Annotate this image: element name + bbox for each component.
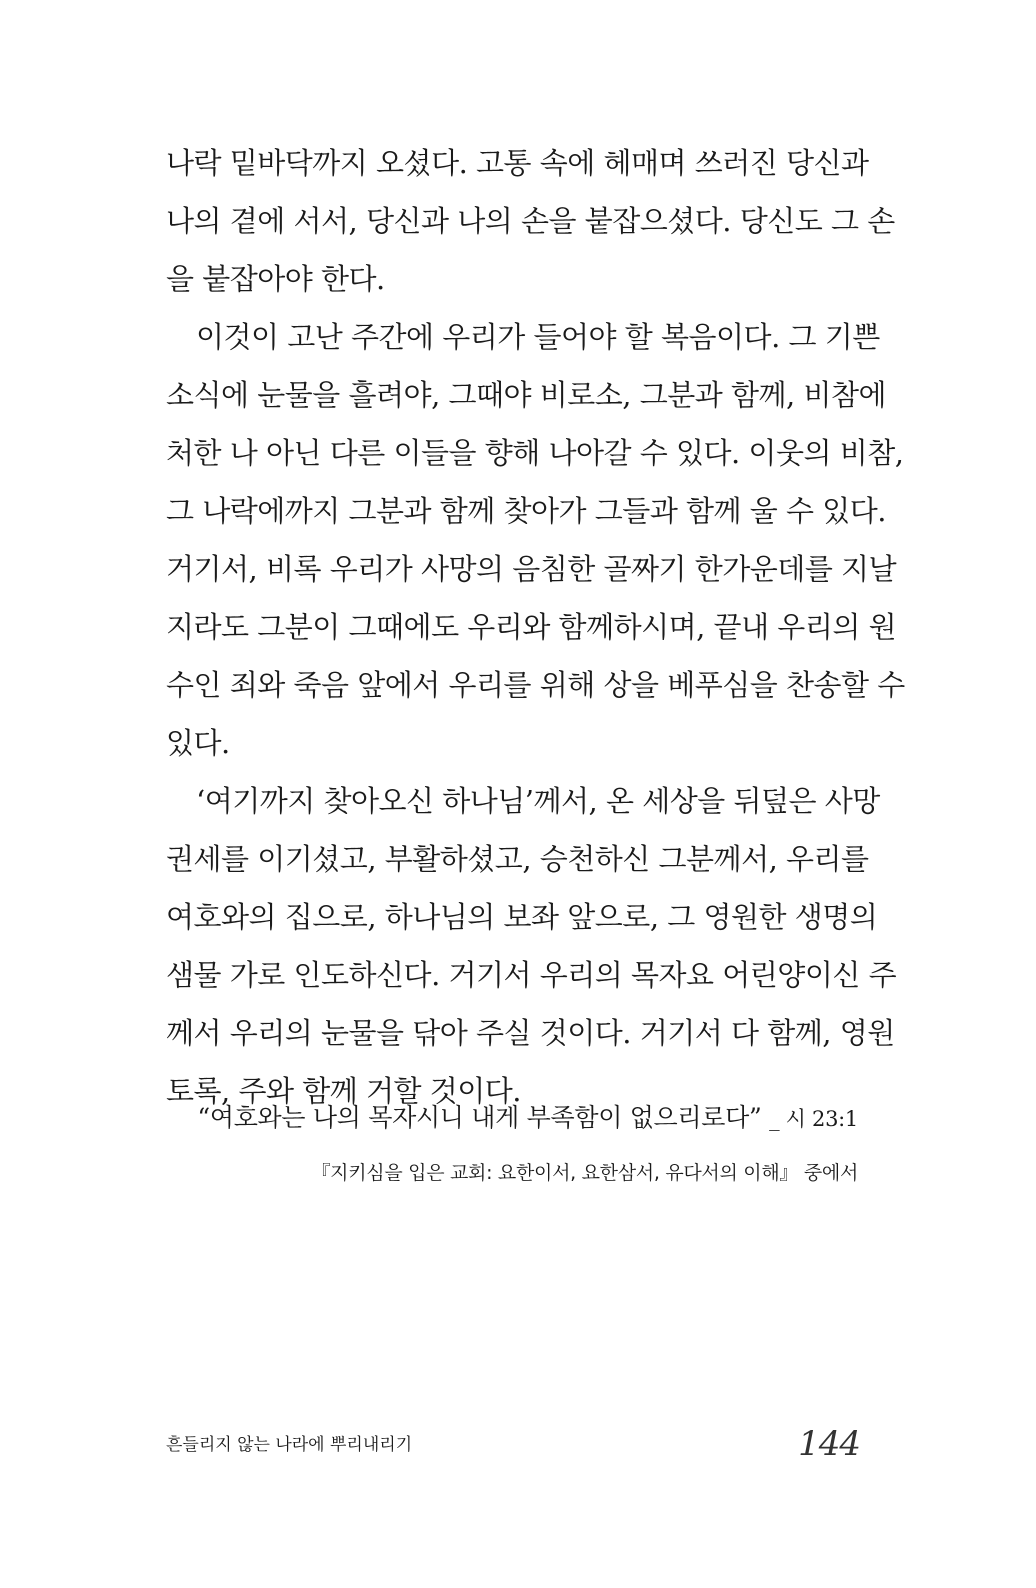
text-line: 여호와의 집으로, 하나님의 보좌 앞으로, 그 영원한 생명의: [166, 900, 878, 934]
text-line: 샘물 가로 인도하신다. 거기서 우리의 목자요 어린양이신 주: [166, 958, 897, 992]
text-line: 을 붙잡아야 한다.: [166, 262, 385, 296]
page-number: 144: [798, 1424, 860, 1464]
text-line: 나락 밑바닥까지 오셨다. 고통 속에 헤매며 쓰러진 당신과: [166, 146, 869, 180]
quote-reference: _ 시 23:1: [769, 1107, 858, 1131]
paragraph-3: [166, 772, 897, 1120]
text-line: 이것이 고난 주간에 우리가 들어야 할 복음이다. 그 기쁜: [196, 320, 880, 354]
source-citation: 『지키심을 입은 교회: 요한이서, 요한삼서, 유다서의 이해』 중에서: [311, 1162, 858, 1184]
paragraph-1: [166, 134, 895, 308]
text-line: 그 나락에까지 그분과 함께 찾아가 그들과 함께 울 수 있다.: [166, 494, 887, 528]
running-footer-title: 흔들리지 않는 나라에 뿌리내리기: [166, 1435, 413, 1455]
text-line: 있다.: [166, 726, 230, 760]
text-line: 토록, 주와 함께 거할 것이다.: [166, 1074, 521, 1108]
scripture-quote: [197, 1100, 858, 1137]
text-line: 소식에 눈물을 흘려야, 그때야 비로소, 그분과 함께, 비참에: [166, 378, 887, 412]
text-line: 수인 죄와 죽음 앞에서 우리를 위해 상을 베푸심을 찬송할 수: [166, 668, 905, 702]
paragraph-2: [166, 308, 905, 772]
text-line: 지라도 그분이 그때에도 우리와 함께하시며, 끝내 우리의 원: [166, 610, 897, 644]
text-line: 거기서, 비록 우리가 사망의 음침한 골짜기 한가운데를 지날: [166, 552, 897, 586]
text-line: ‘여기까지 찾아오신 하나님’께서, 온 세상을 뒤덮은 사망: [196, 784, 880, 818]
body-text: [166, 134, 905, 1120]
text-line: 권세를 이기셨고, 부활하셨고, 승천하신 그분께서, 우리를: [166, 842, 869, 876]
text-line: 나의 곁에 서서, 당신과 나의 손을 붙잡으셨다. 당신도 그 손: [166, 204, 895, 238]
text-line: 처한 나 아닌 다른 이들을 향해 나아갈 수 있다. 이웃의 비참,: [166, 436, 904, 470]
quote-text: “여호와는 나의 목자시니 내게 부족함이 없으리로다”: [197, 1103, 762, 1132]
text-line: 께서 우리의 눈물을 닦아 주실 것이다. 거기서 다 함께, 영원: [166, 1016, 895, 1050]
